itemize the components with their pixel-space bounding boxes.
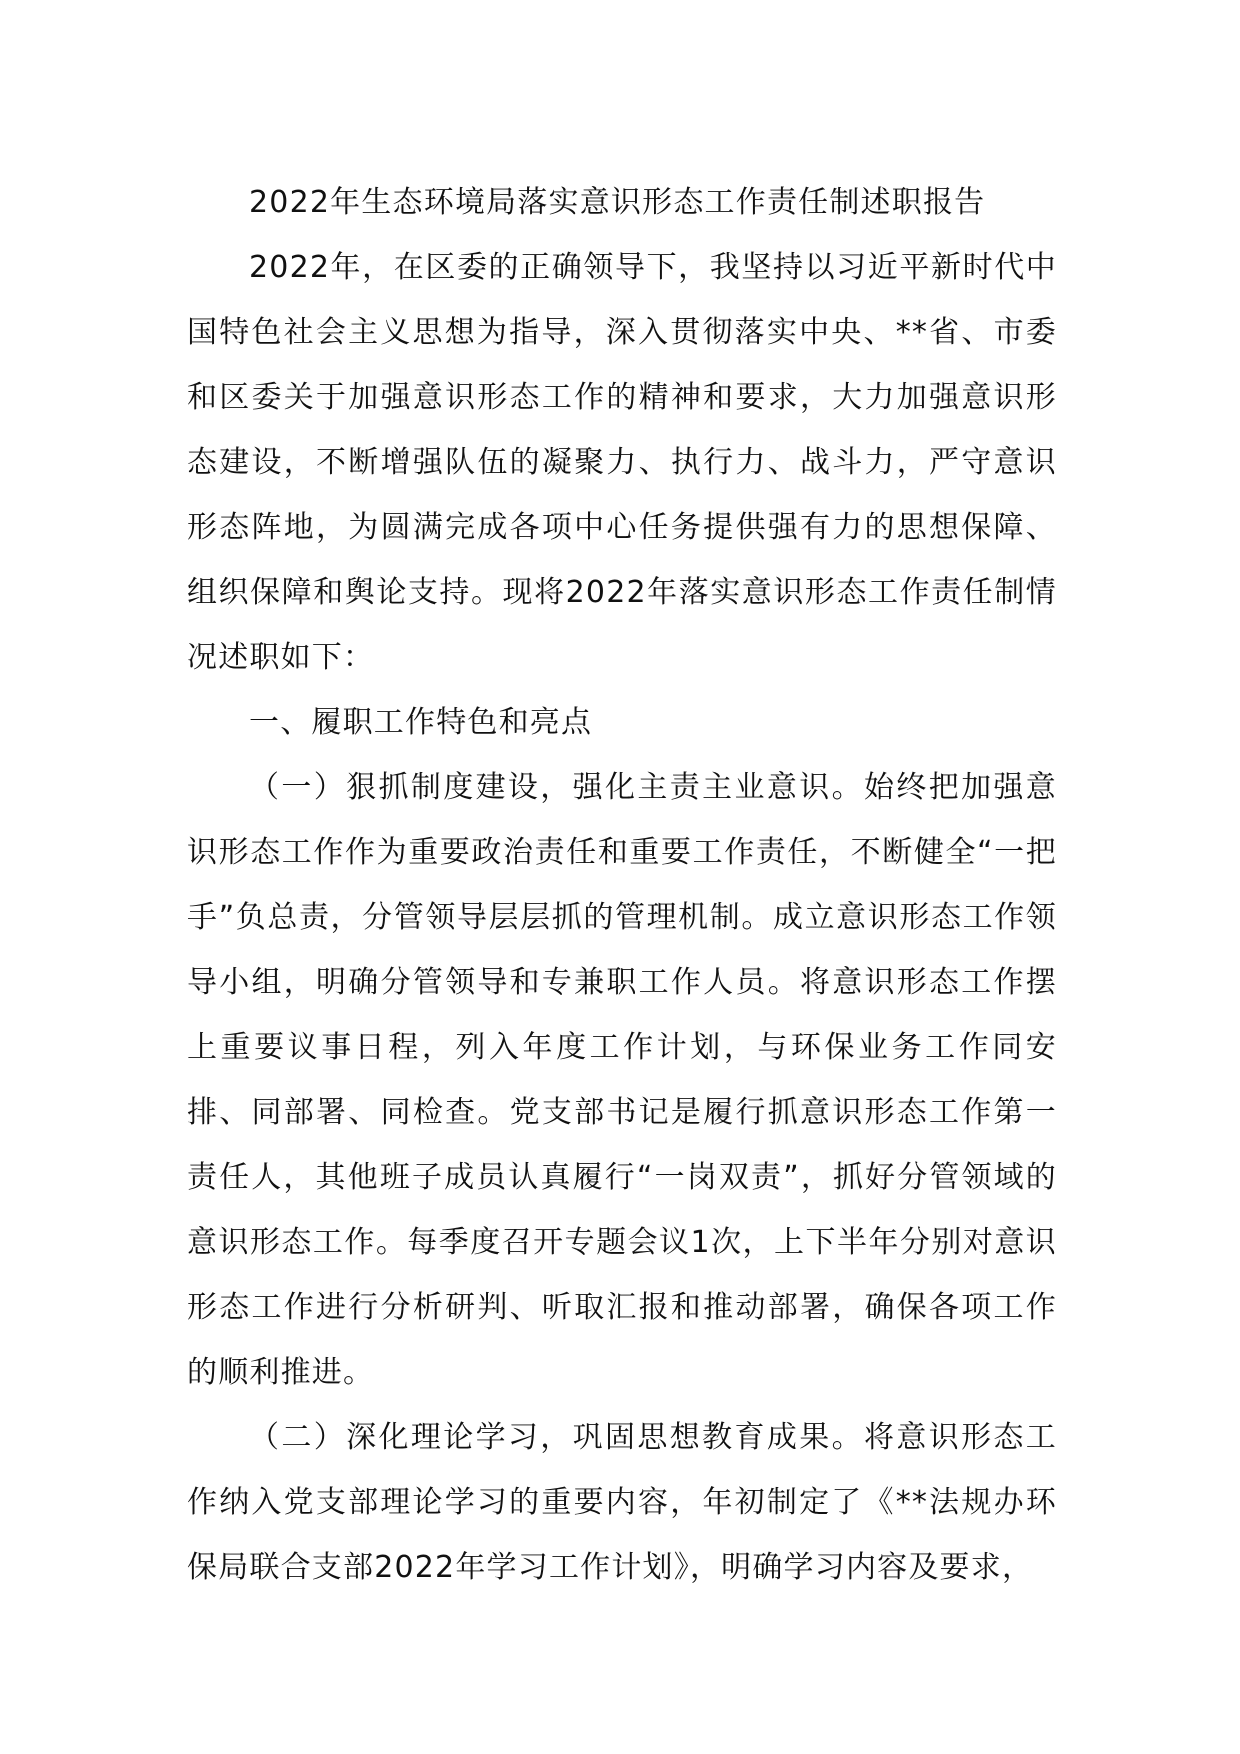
paragraph-subsection-1: （一）狠抓制度建设，强化主责主业意识。始终把加强意识形态工作作为重要政治责任和重要工作责任，不断健全“一把手”负总责，分管领导层层抓的管理机制。成立意识形态工作领导小组，明确分管领导和专兼职工作人员。将意识形态工作摆上重要议事日程，列入年度工作计划，与环保业务工作同安排、同部署、同检查。党支部书记是履行抓意识形态工作第一责任人，其他班子成员认真履行“一岗双责”，抓好分管领域的意识形态工作。每季度召开专题会议1次，上下半年分别对意识形态工作进行分析研判、听取汇报和推动部署，确保各项工作的顺利推进。 (187, 770, 1057, 1390)
paragraph-subsection-2: （二）深化理论学习，巩固思想教育成果。将意识形态工作纳入党支部理论学习的重要内容，年初制定了《**法规办环保局联合支部2022年学习工作计划》，明确学习内容及要求， (187, 1420, 1057, 1585)
document-title: 2022年生态环境局落实意识形态工作责任制述职报告 (249, 185, 986, 220)
paragraph-intro: 2022年，在区委的正确领导下，我坚持以习近平新时代中国特色社会主义思想为指导，深入贯彻落实中央、**省、市委和区委关于加强意识形态工作的精神和要求，大力加强意识形态建设，不断增强队伍的凝聚力、执行力、战斗力，严守意识形态阵地，为圆满完成各项中心任务提供强有力的思想保障、组织保障和舆论支持。现将2022年落实意识形态工作责任制情况述职如下： (187, 250, 1057, 675)
document-body (187, 170, 1057, 1600)
section-heading: 一、履职工作特色和亮点 (249, 705, 593, 740)
